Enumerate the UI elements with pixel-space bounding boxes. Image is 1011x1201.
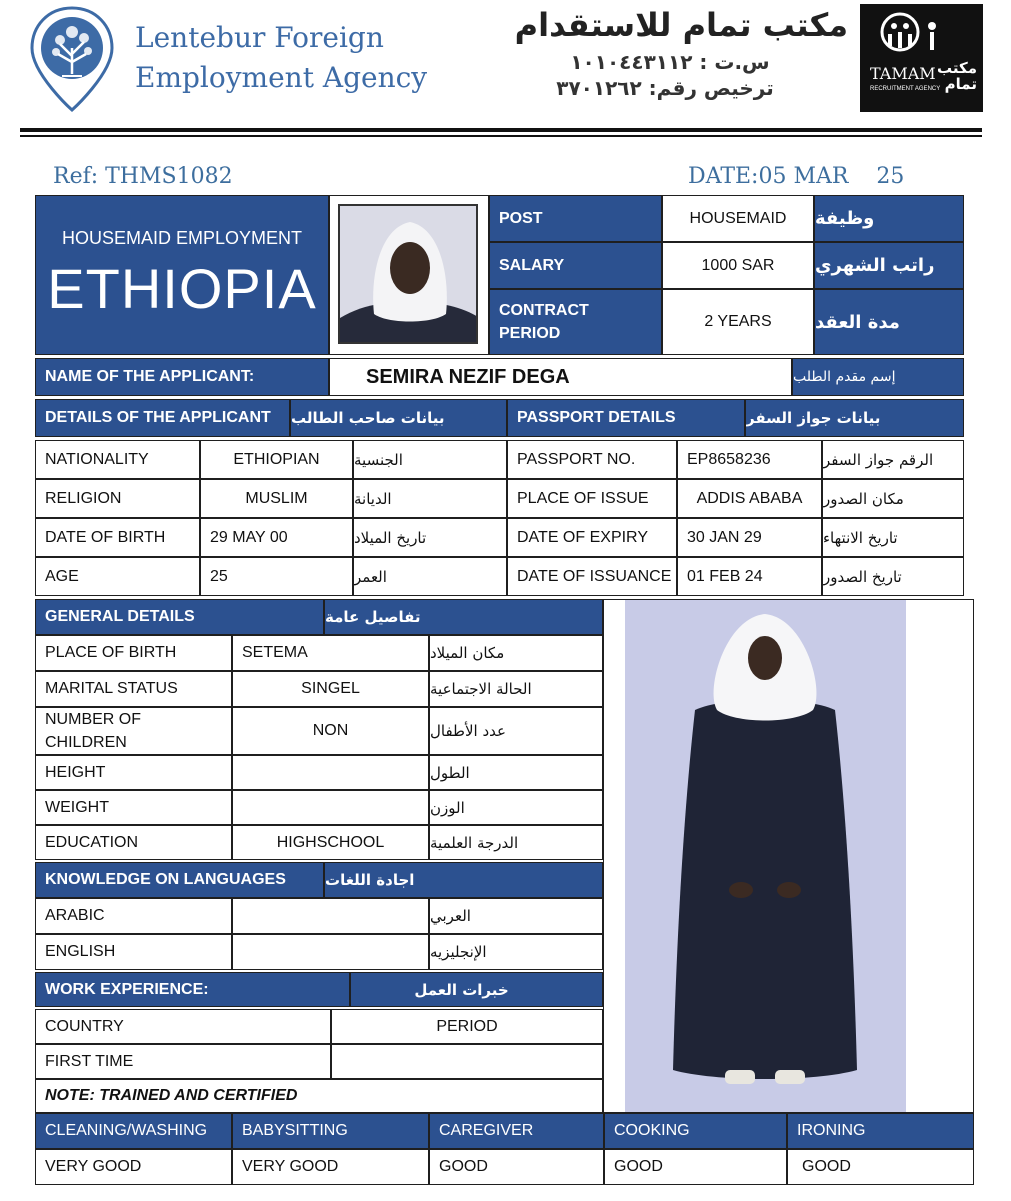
header-divider-thin (20, 135, 982, 137)
passport-details-header: PASSPORT DETAILS (507, 399, 745, 437)
skill-cleaning-washing-header: CLEANING/WASHING (35, 1113, 232, 1149)
marital-status-label-ar: الحالة الاجتماعية (429, 671, 603, 707)
document-date: DATE:05 MAR 25 (688, 164, 905, 189)
employment-banner (35, 195, 329, 355)
contract-period-label: CONTRACT PERIOD (489, 289, 662, 355)
skill-cleaning-washing-value: VERY GOOD (35, 1149, 232, 1185)
applicant-name-value: SEMIRA NEZIF DEGA (329, 358, 792, 396)
header-divider-thick (20, 128, 982, 132)
date-of-birth-label: DATE OF BIRTH (35, 518, 200, 557)
marital-status-value: SINGEL (232, 671, 429, 707)
full-body-silhouette-icon (625, 600, 906, 1112)
skill-ironing-header: IRONING (787, 1113, 974, 1149)
date-of-issuance-label-ar: تاريخ الصدور (822, 557, 964, 596)
number-of-children-value: NON (232, 707, 429, 755)
weight-value (232, 790, 429, 825)
weight-label-ar: الوزن (429, 790, 603, 825)
place-of-issue-value: ADDIS ABABA (677, 479, 822, 518)
skill-babysitting-value: VERY GOOD (232, 1149, 429, 1185)
salary-label: SALARY (489, 242, 662, 289)
place-of-birth-value: SETEMA (232, 635, 429, 671)
weight-label: WEIGHT (35, 790, 232, 825)
work-period-value (331, 1044, 603, 1079)
height-label: HEIGHT (35, 755, 232, 790)
general-details-header-ar: تفاصيل عامة (324, 599, 603, 635)
date-of-issuance-label: DATE OF ISSUANCE (507, 557, 677, 596)
post-label-ar: وظيفة (814, 195, 964, 242)
education-value: HIGHSCHOOL (232, 825, 429, 860)
salary-value: 1000 SAR (662, 242, 814, 289)
age-label-ar: العمر (353, 557, 507, 596)
applicant-name-label: NAME OF THE APPLICANT: (35, 358, 329, 396)
applicant-headshot-photo (338, 204, 478, 344)
place-of-birth-label: PLACE OF BIRTH (35, 635, 232, 671)
skill-cooking-value: GOOD (604, 1149, 787, 1185)
full-body-photo-frame (603, 599, 974, 1113)
number-of-children-label: NUMBER OF CHILDREN (35, 707, 232, 755)
skill-babysitting-header: BABYSITTING (232, 1113, 429, 1149)
lentebur-logo (28, 4, 116, 114)
date-of-expiry-value: 30 JAN 29 (677, 518, 822, 557)
religion-label: RELIGION (35, 479, 200, 518)
applicant-details-header: DETAILS OF THE APPLICANT (35, 399, 290, 437)
age-value: 25 (200, 557, 353, 596)
work-experience-header: WORK EXPERIENCE: (35, 972, 350, 1007)
height-value (232, 755, 429, 790)
religion-label-ar: الديانة (353, 479, 507, 518)
date-of-expiry-label: DATE OF EXPIRY (507, 518, 677, 557)
salary-label-ar: راتب الشهري (814, 242, 964, 289)
applicant-name-label-ar: إسم مقدم الطلب (792, 358, 964, 396)
tamam-logo (860, 4, 983, 112)
applicant-full-body-photo (625, 600, 906, 1112)
contract-period-value: 2 YEARS (662, 289, 814, 355)
english-label-ar: الإنجليزيه (429, 934, 603, 970)
work-country-value: FIRST TIME (35, 1044, 331, 1079)
work-period-column: PERIOD (331, 1009, 603, 1044)
commercial-registration: س.ت : ١٠١٠٤٤٣١١٢ (570, 50, 770, 74)
age-label: AGE (35, 557, 200, 596)
passport-number-label-ar: الرقم جواز السفر (822, 440, 964, 479)
passport-number-label: PASSPORT NO. (507, 440, 677, 479)
tamam-logo-sub: RECRUITMENT AGENCY (870, 86, 941, 92)
place-of-issue-label-ar: مكان الصدور (822, 479, 964, 518)
nationality-label-ar: الجنسية (353, 440, 507, 479)
general-details-header: GENERAL DETAILS (35, 599, 324, 635)
date-of-expiry-label-ar: تاريخ الانتهاء (822, 518, 964, 557)
skill-caregiver-header: CAREGIVER (429, 1113, 604, 1149)
arabic-label: ARABIC (35, 898, 232, 934)
religion-value: MUSLIM (200, 479, 353, 518)
applicant-passport-photo-frame (329, 195, 489, 355)
place-of-birth-label-ar: مكان الميلاد (429, 635, 603, 671)
applicant-details-header-ar: بيانات صاحب الطالب (290, 399, 507, 437)
banner-country: ETHIOPIA (47, 257, 317, 320)
languages-header: KNOWLEDGE ON LANGUAGES (35, 862, 324, 898)
number-of-children-label-ar: عدد الأطفال (429, 707, 603, 755)
post-label: POST (489, 195, 662, 242)
work-experience-header-ar: خبرات العمل (350, 972, 603, 1007)
date-of-birth-label-ar: تاريخ الميلاد (353, 518, 507, 557)
tamam-logo-ar: مكتب تمام (936, 59, 977, 93)
education-label-ar: الدرجة العلمية (429, 825, 603, 860)
english-label: ENGLISH (35, 934, 232, 970)
date-of-issuance-value: 01 FEB 24 (677, 557, 822, 596)
english-value (232, 934, 429, 970)
date-of-birth-value: 29 MAY 00 (200, 518, 353, 557)
contract-period-label-ar: مدة العقد (814, 289, 964, 355)
reference-number: Ref: THMS1082 (53, 164, 233, 189)
height-label-ar: الطول (429, 755, 603, 790)
education-label: EDUCATION (35, 825, 232, 860)
arabic-label-ar: العربي (429, 898, 603, 934)
work-country-column: COUNTRY (35, 1009, 331, 1044)
company-name-en: Lentebur Foreign Employment Agency (135, 21, 428, 94)
skill-caregiver-value: GOOD (429, 1149, 604, 1185)
license-number: ترخيص رقم: ٣٧٠١٢٦٢ (556, 76, 774, 100)
nationality-label: NATIONALITY (35, 440, 200, 479)
arabic-value (232, 898, 429, 934)
skill-cooking-header: COOKING (604, 1113, 787, 1149)
tamam-logo-text: TAMAM (870, 64, 936, 83)
passport-number-value: EP8658236 (677, 440, 822, 479)
nationality-value: ETHIOPIAN (200, 440, 353, 479)
place-of-issue-label: PLACE OF ISSUE (507, 479, 677, 518)
training-note: NOTE: TRAINED AND CERTIFIED (35, 1079, 603, 1113)
languages-header-ar: اجادة اللغات (324, 862, 603, 898)
skill-ironing-value: GOOD (787, 1149, 974, 1185)
marital-status-label: MARITAL STATUS (35, 671, 232, 707)
headshot-silhouette-icon (340, 206, 478, 344)
tree-pin-icon (28, 4, 116, 114)
company-name-ar: مكتب تمام للاستقدام (514, 6, 848, 44)
post-value: HOUSEMAID (662, 195, 814, 242)
banner-subtitle: HOUSEMAID EMPLOYMENT (61, 228, 303, 248)
passport-details-header-ar: بيانات جواز السفر (745, 399, 964, 437)
